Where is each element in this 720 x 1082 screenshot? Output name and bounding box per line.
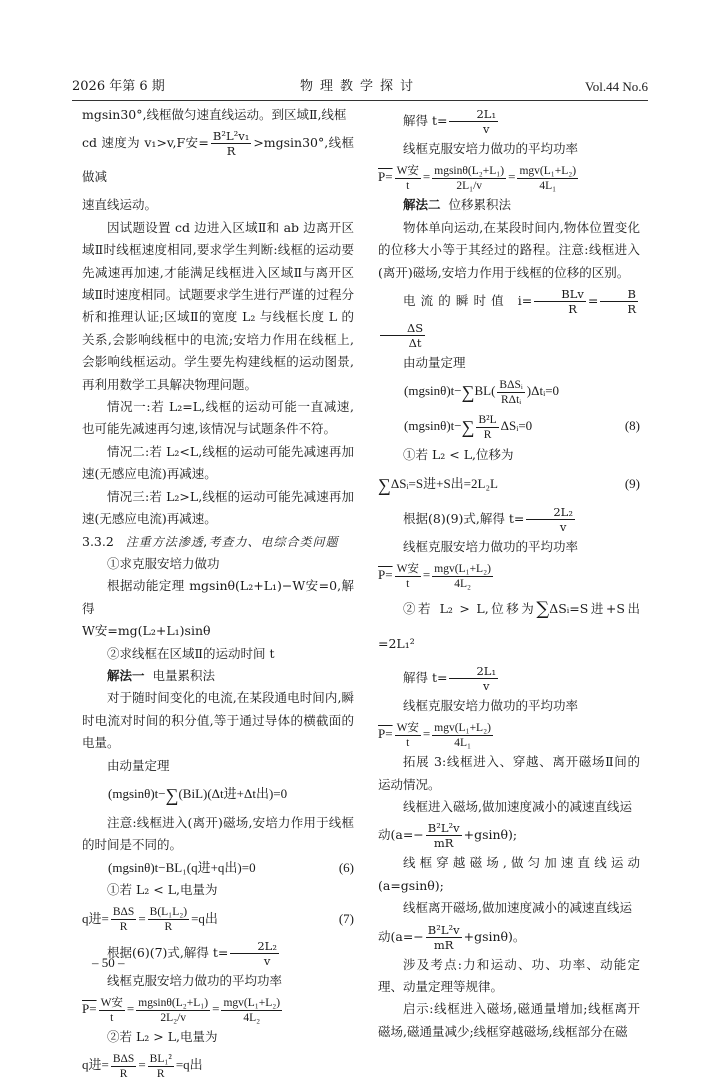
text-line: 线框克服安培力做功的平均功率 bbox=[403, 697, 579, 713]
text-line: ②若 L₂ > L,电量为 bbox=[107, 1029, 218, 1045]
equation bbox=[82, 857, 354, 879]
equation: q进= $\frac{\text{BΔS}}{R}$ = $\frac{\text{B(L₁L₂)}}{R}$ =q出 (7) bbox=[82, 902, 354, 936]
fraction bbox=[230, 939, 279, 968]
denominator: R bbox=[119, 921, 128, 934]
fraction bbox=[534, 287, 586, 316]
method-label: 解法二 bbox=[403, 197, 441, 213]
equation-part: (mgsinθ)t− bbox=[404, 418, 462, 434]
equation: P= $\frac{\text{W安}}{t}$ = $\frac{\text{mgsinθ(L₂+L₁)}}{\text{2L₁/v}}$ = $\frac{\text{mgv(L₁+L₂)}}{\text{4L₁}}$ bbox=[378, 164, 577, 192]
fraction bbox=[148, 905, 189, 934]
text-line bbox=[378, 920, 640, 954]
text-line: ①若 L₂ < L,位移为 bbox=[403, 447, 514, 463]
denominator: R bbox=[568, 302, 577, 317]
fraction bbox=[432, 164, 506, 193]
denominator: 4L₂ bbox=[243, 1011, 261, 1024]
fraction bbox=[380, 321, 425, 350]
page-number: – 50 – bbox=[92, 955, 125, 970]
numerator: B²L bbox=[478, 413, 497, 426]
numerator: 2L₂ bbox=[230, 939, 279, 954]
numerator: B²L²v bbox=[427, 922, 460, 937]
numerator: 2L₂ bbox=[526, 505, 575, 520]
fraction bbox=[99, 996, 125, 1025]
header-rule bbox=[72, 100, 648, 101]
text-line bbox=[378, 502, 640, 536]
fraction bbox=[395, 164, 421, 193]
text-line: 线框克服安培力做功的平均功率 bbox=[403, 538, 579, 554]
paragraph: 启示:线框进入磁场,磁通量增加;线框离开磁场,磁通量减少;线框穿越磁场,线框部分在磁 bbox=[378, 1001, 640, 1039]
fraction bbox=[111, 1052, 136, 1081]
equation-part: =q出 bbox=[175, 1057, 203, 1073]
fraction bbox=[148, 1052, 174, 1081]
section-number: 3.3.2 bbox=[82, 533, 114, 549]
equation-part: P= bbox=[82, 1001, 97, 1017]
equation-part: (mgsinθ)t− bbox=[108, 785, 166, 801]
fraction bbox=[221, 996, 282, 1025]
equation-part: =q出 bbox=[191, 910, 218, 926]
numerator: BL₁² bbox=[149, 1052, 172, 1065]
equation-number: (6) bbox=[338, 859, 354, 875]
denominator: t bbox=[110, 1011, 114, 1024]
text-line: 速直线运动。 bbox=[82, 197, 158, 213]
equation bbox=[378, 409, 640, 444]
numerator: mgv(L₁+L₂) bbox=[519, 164, 577, 177]
text-line: 由动量定理 bbox=[403, 355, 466, 371]
denominator: v bbox=[559, 519, 567, 534]
denominator: R bbox=[483, 428, 492, 441]
fraction bbox=[211, 129, 251, 158]
fraction bbox=[449, 107, 498, 136]
text-fragment: >mgsin30°,线框做减 bbox=[82, 135, 355, 185]
denominator: R bbox=[156, 1067, 165, 1080]
denominator: v bbox=[483, 678, 490, 693]
equation-number: (9) bbox=[624, 475, 640, 491]
equation-part: (mgsinθ)t− bbox=[404, 383, 462, 399]
paragraph: 因试题设置 cd 边进入区域Ⅱ和 ab 边离开区域Ⅱ时线框速度相同,要求学生判断:线框的运动要先减速再加速,才能满足线框进入区域Ⅱ与离开区域Ⅱ时速度相同。试题要求学生进行严谨的过程分析和推理认证;区域Ⅱ的宽度 L₂ 与线框长度 L 的关系,会影响线框中的电流;安培力作用在线框上,会影响线框运动。学生要先构建线框的运动图景,再利用数学工具解决物理问题。 bbox=[82, 219, 354, 392]
equation: P= $\frac{\text{W安}}{t}$ = $\frac{\text{mgv(L₁+L₂)}}{\text{4L₁}}$ bbox=[378, 721, 491, 749]
equation bbox=[378, 467, 640, 502]
equation-part: q进= bbox=[82, 910, 109, 926]
section-title: 注重方法渗透,考查力、电综合类问题 bbox=[125, 534, 339, 549]
text-fragment: 动(a=− bbox=[378, 827, 424, 843]
denominator: R bbox=[119, 1067, 128, 1080]
paragraph: 情况三:若 L₂>L,线框的运动可能先减速再加速(无感应电流)再减速。 bbox=[82, 488, 354, 527]
equation: P= $\frac{\text{W安}}{t}$ = $\frac{\text{mgv(L₁+L₂)}}{\text{4L₂}}$ bbox=[378, 562, 491, 590]
text-line bbox=[82, 126, 354, 194]
fraction bbox=[449, 664, 498, 693]
text-line: 线框进入磁场,做加速度减小的减速直线运 bbox=[403, 799, 632, 815]
journal-title: 物理教学探讨 bbox=[299, 79, 420, 94]
numerator: W安 bbox=[396, 721, 419, 734]
paragraph: 涉及考点:力和运动、功、功率、动能定理、动量定理等规律。 bbox=[378, 956, 640, 995]
equation-number: (7) bbox=[338, 910, 354, 926]
text-fragment: ②若 L₂ > L,位移为 bbox=[403, 601, 537, 617]
volume-label: Vol.44 No.6 bbox=[585, 79, 648, 94]
sum-symbol: ∑ bbox=[165, 784, 179, 805]
fraction bbox=[111, 905, 136, 934]
running-header bbox=[72, 78, 648, 96]
equation: q进= $\frac{\text{BΔS}}{R}$ = $\frac{\text{BL₁²}}{R}$ =q出 bbox=[82, 1052, 203, 1080]
issue-label: 2026 年第 6 期 bbox=[72, 79, 165, 94]
fraction bbox=[600, 287, 638, 316]
numerator: mgv(L₁+L₂) bbox=[223, 996, 281, 1009]
paragraph: 拓展 3:线框进入、穿越、离开磁场Ⅱ间的运动情况。 bbox=[378, 754, 640, 792]
denominator: 4L₁ bbox=[454, 736, 471, 749]
text-fragment: 动(a=− bbox=[378, 928, 424, 944]
numerator: BΔS bbox=[112, 906, 135, 919]
equation bbox=[378, 374, 640, 409]
text-line: ②求线框在区域Ⅱ的运动时间 t bbox=[107, 645, 275, 661]
equation: P= $\frac{\text{W安}}{t}$ = $\frac{\text{mgsinθ(L₂+L₁)}}{\text{2L₂/v}}$ = $\frac{\text{mgv(L₁+L₂)}}{\text{4L₂}}$ bbox=[82, 996, 281, 1024]
paragraph: 情况二:若 L₂<L,线框的运动可能先减速再加速(无感应电流)再减速。 bbox=[82, 443, 354, 482]
text-fragment: +gsinθ)。 bbox=[463, 928, 526, 944]
fraction bbox=[497, 378, 524, 407]
text-line: mgsin30°,线框做匀速直线运动。到区域Ⅱ,线框 bbox=[82, 107, 347, 122]
text-line: ①若 L₂ < L,电量为 bbox=[107, 882, 218, 898]
text-line bbox=[378, 104, 640, 138]
text-line: W安=mg(L₂+L₁)sinθ bbox=[82, 623, 211, 639]
equation-number: (8) bbox=[624, 418, 640, 434]
equation-part: P= bbox=[378, 169, 393, 185]
denominator: Δt bbox=[408, 336, 422, 351]
denominator: 2L₂/v bbox=[160, 1011, 187, 1024]
text-fragment: 解得 t= bbox=[403, 669, 448, 685]
numerator: 2L₁ bbox=[449, 107, 498, 122]
denominator: R bbox=[627, 302, 636, 317]
denominator: RΔtᵢ bbox=[501, 393, 522, 406]
numerator: W安 bbox=[396, 164, 419, 177]
fraction bbox=[426, 821, 462, 850]
text-fragment: 根据(6)(7)式,解得 t= bbox=[107, 944, 229, 960]
equation-part: (BiL)(Δt进+Δt出)=0 bbox=[178, 785, 288, 801]
numerator: 2L₁ bbox=[449, 664, 498, 679]
text-line: 线框克服安培力做功的平均功率 bbox=[403, 141, 579, 156]
fraction bbox=[476, 413, 498, 442]
sum-symbol: ∑ bbox=[536, 598, 550, 620]
equation-part: P= bbox=[378, 726, 393, 742]
fraction bbox=[395, 721, 421, 750]
denominator: mR bbox=[433, 836, 454, 851]
right-column bbox=[378, 104, 640, 1043]
numerator: mgsinθ(L₂+L₁) bbox=[434, 164, 505, 177]
numerator: mgv(L₁+L₂) bbox=[434, 721, 491, 734]
denominator: mR bbox=[433, 937, 454, 952]
sum-symbol: ∑ bbox=[461, 417, 475, 438]
text-fragment: 电流的瞬时值 i= bbox=[403, 293, 533, 309]
denominator: R bbox=[164, 921, 173, 934]
text-fragment: +gsinθ); bbox=[463, 827, 518, 843]
fraction bbox=[432, 721, 493, 750]
numerator: B(L₁L₂) bbox=[149, 906, 188, 919]
denominator: 2L₁/v bbox=[456, 179, 483, 192]
numerator: W安 bbox=[396, 562, 419, 575]
text-fragment: ΔSᵢ=S进+S出=2L₁² bbox=[378, 601, 640, 651]
numerator: W安 bbox=[100, 996, 123, 1009]
denominator: R bbox=[226, 144, 236, 159]
method-title: 位移累积法 bbox=[448, 197, 511, 213]
fraction bbox=[426, 923, 462, 952]
paragraph: 注意:线框进入(离开)磁场,安培力作用于线框的时间是不同的。 bbox=[82, 814, 354, 853]
text-line: 线框克服安培力做功的平均功率 bbox=[107, 972, 283, 988]
text-line: 由动量定理 bbox=[107, 757, 170, 773]
fraction bbox=[517, 164, 578, 193]
equation bbox=[82, 777, 354, 812]
numerator: B²L²v₁ bbox=[212, 129, 250, 144]
paragraph: 情况一:若 L₂=L,线框的运动可能一直减速,也可能先减速再匀速,该情况与试题条件不符。 bbox=[82, 399, 354, 437]
method-heading bbox=[82, 665, 354, 687]
sum-symbol: ∑ bbox=[461, 382, 475, 403]
method-heading bbox=[378, 194, 640, 216]
numerator: mgv(L₁+L₂) bbox=[434, 562, 491, 575]
fraction bbox=[432, 562, 493, 591]
equation-part: (mgsinθ)t−BL₁(q进+q出)=0 bbox=[108, 859, 256, 875]
paragraph: 对于随时间变化的电流,在某段通电时间内,瞬时电流对时间的积分值,等于通过导体的横截面的电量。 bbox=[82, 690, 354, 751]
denominator: t bbox=[406, 736, 410, 749]
text-line: 线框离开磁场,做加速度减小的减速直线运 bbox=[403, 900, 632, 916]
equation-part: ΔSᵢ=S进+S出=2L₂L bbox=[390, 475, 498, 491]
text-line bbox=[378, 592, 640, 661]
text-line bbox=[378, 661, 640, 695]
paragraph: 物体单向运动,在某段时间内,物体位置变化的位移大小等于其经过的路程。注意:线框进入(离开)磁场,安培力作用于线框的位移的区别。 bbox=[378, 219, 640, 280]
left-column bbox=[82, 104, 354, 1082]
denominator: 4L₂ bbox=[454, 577, 471, 590]
denominator: v bbox=[263, 953, 271, 968]
denominator: t bbox=[406, 179, 410, 192]
paragraph: 线框穿越磁场,做匀加速直线运动(a=gsinθ); bbox=[378, 855, 640, 893]
denominator: 4L₁ bbox=[539, 179, 557, 192]
numerator: mgsinθ(L₂+L₁) bbox=[138, 996, 209, 1009]
numerator: B²L²v bbox=[427, 821, 460, 836]
numerator: ΔS bbox=[380, 321, 425, 336]
numerator: BΔS bbox=[112, 1052, 135, 1065]
text-fragment: cd 速度为 v₁>v,F安= bbox=[82, 135, 209, 151]
method-title: 电量累积法 bbox=[152, 667, 215, 683]
text-line bbox=[378, 818, 640, 852]
section-heading bbox=[82, 531, 354, 553]
numerator: B bbox=[600, 287, 638, 302]
equation-part: BL( bbox=[474, 383, 496, 399]
text-fragment: 解得 t= bbox=[403, 113, 448, 128]
denominator: t bbox=[406, 577, 410, 590]
fraction bbox=[526, 505, 575, 534]
sum-symbol: ∑ bbox=[378, 474, 391, 495]
method-label: 解法一 bbox=[107, 667, 145, 683]
denominator: v bbox=[483, 122, 490, 136]
text-fragment: 根据(8)(9)式,解得 t= bbox=[403, 510, 525, 526]
equation-part: ΔSᵢ=0 bbox=[500, 418, 533, 434]
equation-part: P= bbox=[378, 567, 393, 583]
numerator: BΔSᵢ bbox=[499, 378, 523, 391]
text-line: 根据动能定理 mgsinθ(L₂+L₁)−W安=0,解得 bbox=[82, 578, 354, 616]
numerator: BLv bbox=[534, 287, 586, 302]
fraction bbox=[395, 562, 421, 591]
equation-part: q进= bbox=[82, 1057, 109, 1073]
text-line: 电流的瞬时值 i= $\frac{\text{BLv}}{R}$ = $\frac{B}{R}$ $\frac{\Delta S}{\Delta t}$ bbox=[378, 284, 640, 352]
text-line: ①求克服安培力做功 bbox=[107, 555, 220, 571]
fraction bbox=[136, 996, 210, 1025]
equation-part: )Δtᵢ=0 bbox=[526, 383, 560, 399]
